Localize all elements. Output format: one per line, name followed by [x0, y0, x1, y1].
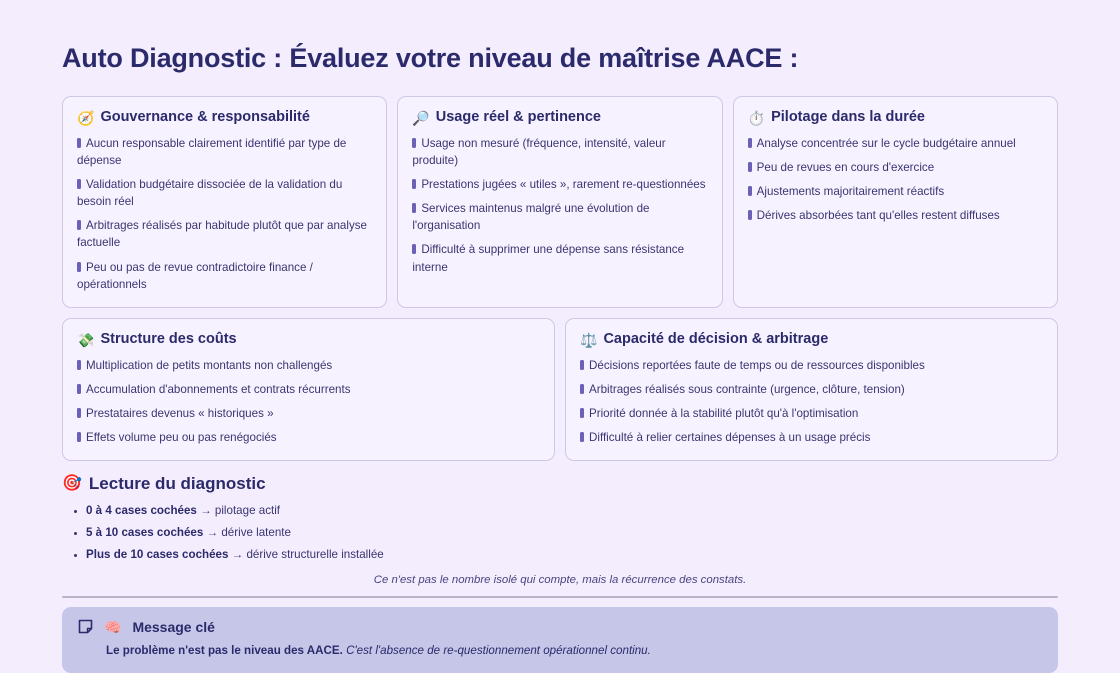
checklist-item-label: Priorité donnée à la stabilité plutôt qu'à l'optimisation	[589, 407, 859, 421]
page-title: Auto Diagnostic : Évaluez votre niveau de maîtrise AACE :	[62, 43, 799, 73]
section-divider	[62, 596, 1058, 598]
checklist-item[interactable]	[77, 135, 372, 169]
checkbox-icon[interactable]	[412, 203, 416, 213]
checklist-item-label: Effets volume peu ou pas renégociés	[86, 431, 277, 445]
checklist-item-label: Validation budgétaire dissociée de la validation du besoin réel	[77, 177, 343, 209]
checklist-item[interactable]	[77, 381, 540, 398]
stopwatch-icon: ⏱️	[747, 109, 766, 126]
checkbox-icon[interactable]	[77, 360, 81, 370]
checkbox-icon[interactable]	[580, 384, 584, 394]
checkbox-icon[interactable]	[77, 138, 81, 148]
section-title: Lecture du diagnostic	[88, 474, 266, 494]
checklist-item[interactable]	[77, 259, 372, 293]
card-row-1	[62, 96, 1058, 308]
callout-header	[78, 619, 1042, 635]
checklist-item-label: Aucun responsable clairement identifié par type de dépense	[77, 136, 347, 167]
reading-footnote: Ce n'est pas le nombre isolé qui compte, mais la récurrence des constats.	[373, 573, 747, 586]
list-item	[86, 547, 1058, 564]
checklist	[412, 135, 707, 276]
checklist-item-label: Ajustements majoritairement réactifs	[756, 184, 945, 198]
checklist-item[interactable]	[580, 405, 1043, 422]
checkbox-icon[interactable]	[77, 384, 81, 394]
checklist-item[interactable]	[748, 183, 1043, 200]
card-header	[748, 110, 1043, 126]
reading-section	[62, 474, 1058, 585]
checklist-item-label: Prestataires devenus « historiques »	[86, 407, 274, 421]
card-usage-reel	[397, 96, 722, 308]
checkbox-icon[interactable]	[77, 408, 81, 418]
card-title: Gouvernance & responsabilité	[100, 108, 310, 125]
checkbox-icon[interactable]	[580, 408, 584, 418]
card-row-2	[62, 318, 1058, 462]
checklist-item[interactable]	[580, 357, 1043, 374]
checklist-item-label: Décisions reportées faute de temps ou de ressources disponibles	[589, 358, 925, 372]
compass-icon: 🧭	[77, 109, 95, 126]
checklist-item-label: Services maintenus malgré une évolution de l'organisation	[412, 202, 650, 233]
card-header	[77, 110, 372, 126]
checklist-item[interactable]	[748, 135, 1043, 152]
checklist	[580, 357, 1043, 447]
key-message-callout	[62, 607, 1058, 673]
card-header	[412, 110, 707, 126]
checklist-item[interactable]	[77, 357, 540, 374]
checklist-item[interactable]	[748, 207, 1043, 224]
list-item	[86, 503, 1058, 520]
card-capacite-decision	[565, 318, 1058, 462]
checkbox-icon[interactable]	[748, 162, 752, 172]
money-with-wings-icon: 💸	[77, 331, 95, 348]
checkbox-icon[interactable]	[77, 432, 81, 442]
card-header	[77, 332, 540, 348]
card-title: Structure des coûts	[100, 330, 237, 347]
checklist-item[interactable]	[412, 200, 707, 234]
checkbox-icon[interactable]	[77, 262, 81, 272]
card-gouvernance	[62, 96, 387, 308]
checklist	[77, 135, 372, 293]
checklist-item[interactable]	[580, 381, 1043, 398]
checkbox-icon[interactable]	[580, 432, 584, 442]
list-item	[86, 525, 1058, 542]
target-icon: 🎯	[62, 475, 82, 493]
checklist-item-label: Usage non mesuré (fréquence, intensité, valeur produite)	[412, 136, 666, 167]
checklist-item-label: Difficulté à supprimer une dépense sans résistance interne	[412, 243, 685, 274]
checkbox-icon[interactable]	[412, 179, 416, 189]
checklist	[748, 135, 1043, 225]
balance-scale-icon: ⚖️	[580, 331, 598, 348]
callout-bold-text: Le problème n'est pas le niveau des AACE.	[106, 643, 343, 657]
callout-title: Message clé	[132, 618, 215, 635]
checklist-item-label: Analyse concentrée sur le cycle budgétaire annuel	[756, 136, 1016, 150]
checklist-item[interactable]	[412, 241, 707, 275]
checkbox-icon[interactable]	[748, 210, 752, 220]
card-title: Pilotage dans la durée	[771, 108, 926, 125]
checklist-item-label: Peu de revues en cours d'exercice	[756, 160, 935, 174]
reading-result: → dérive structurelle installée	[228, 548, 384, 562]
reading-range: 0 à 4 cases cochées	[86, 504, 197, 518]
checklist-item-label: Multiplication de petits montants non challengés	[86, 358, 333, 372]
checklist-item[interactable]	[77, 176, 372, 210]
reading-range: 5 à 10 cases cochées	[86, 526, 204, 540]
checklist-item[interactable]	[580, 429, 1043, 446]
checkbox-icon[interactable]	[748, 186, 752, 196]
checklist-item[interactable]	[77, 429, 540, 446]
card-header	[580, 332, 1043, 348]
checklist-item[interactable]	[77, 405, 540, 422]
reading-result: → dérive latente	[203, 526, 291, 540]
checkbox-icon[interactable]	[412, 138, 416, 148]
checklist-item[interactable]	[748, 159, 1043, 176]
checklist-item-label: Dérives absorbées tant qu'elles restent diffuses	[756, 209, 1000, 223]
checkbox-icon[interactable]	[77, 220, 81, 230]
checklist-item-label: Arbitrages réalisés sous contrainte (urgence, clôture, tension)	[589, 382, 905, 396]
checklist-item-label: Accumulation d'abonnements et contrats récurrents	[86, 382, 351, 396]
checklist	[77, 357, 540, 447]
note-icon	[78, 619, 93, 634]
callout-body	[78, 643, 1042, 659]
checkbox-icon[interactable]	[580, 360, 584, 370]
brain-icon: 🧠	[104, 618, 122, 635]
section-header	[62, 474, 1058, 494]
reading-range: Plus de 10 cases cochées	[86, 548, 229, 562]
checklist-item-label: Difficulté à relier certaines dépenses à un usage précis	[589, 431, 871, 445]
checklist-item-label: Arbitrages réalisés par habitude plutôt que par analyse factuelle	[77, 219, 368, 250]
checkbox-icon[interactable]	[77, 179, 81, 189]
card-title: Usage réel & pertinence	[435, 108, 601, 125]
checklist-item-label: Peu ou pas de revue contradictoire finance / opérationnels	[77, 260, 313, 291]
checkbox-icon[interactable]	[748, 138, 752, 148]
checklist-item[interactable]	[412, 176, 707, 193]
magnifying-glass-icon: 🔎	[412, 109, 430, 126]
card-pilotage	[733, 96, 1058, 308]
reading-list	[66, 503, 1058, 563]
checklist-item[interactable]	[412, 135, 707, 169]
checklist-item-label: Prestations jugées « utiles », rarement re-questionnées	[421, 177, 706, 191]
card-structure-couts	[62, 318, 555, 462]
callout-italic-text: C'est l'absence de re-questionnement opérationnel continu.	[342, 643, 651, 657]
checkbox-icon[interactable]	[412, 244, 416, 254]
checklist-item[interactable]	[77, 217, 372, 251]
reading-result: → pilotage actif	[196, 504, 281, 518]
card-title: Capacité de décision & arbitrage	[603, 330, 829, 347]
